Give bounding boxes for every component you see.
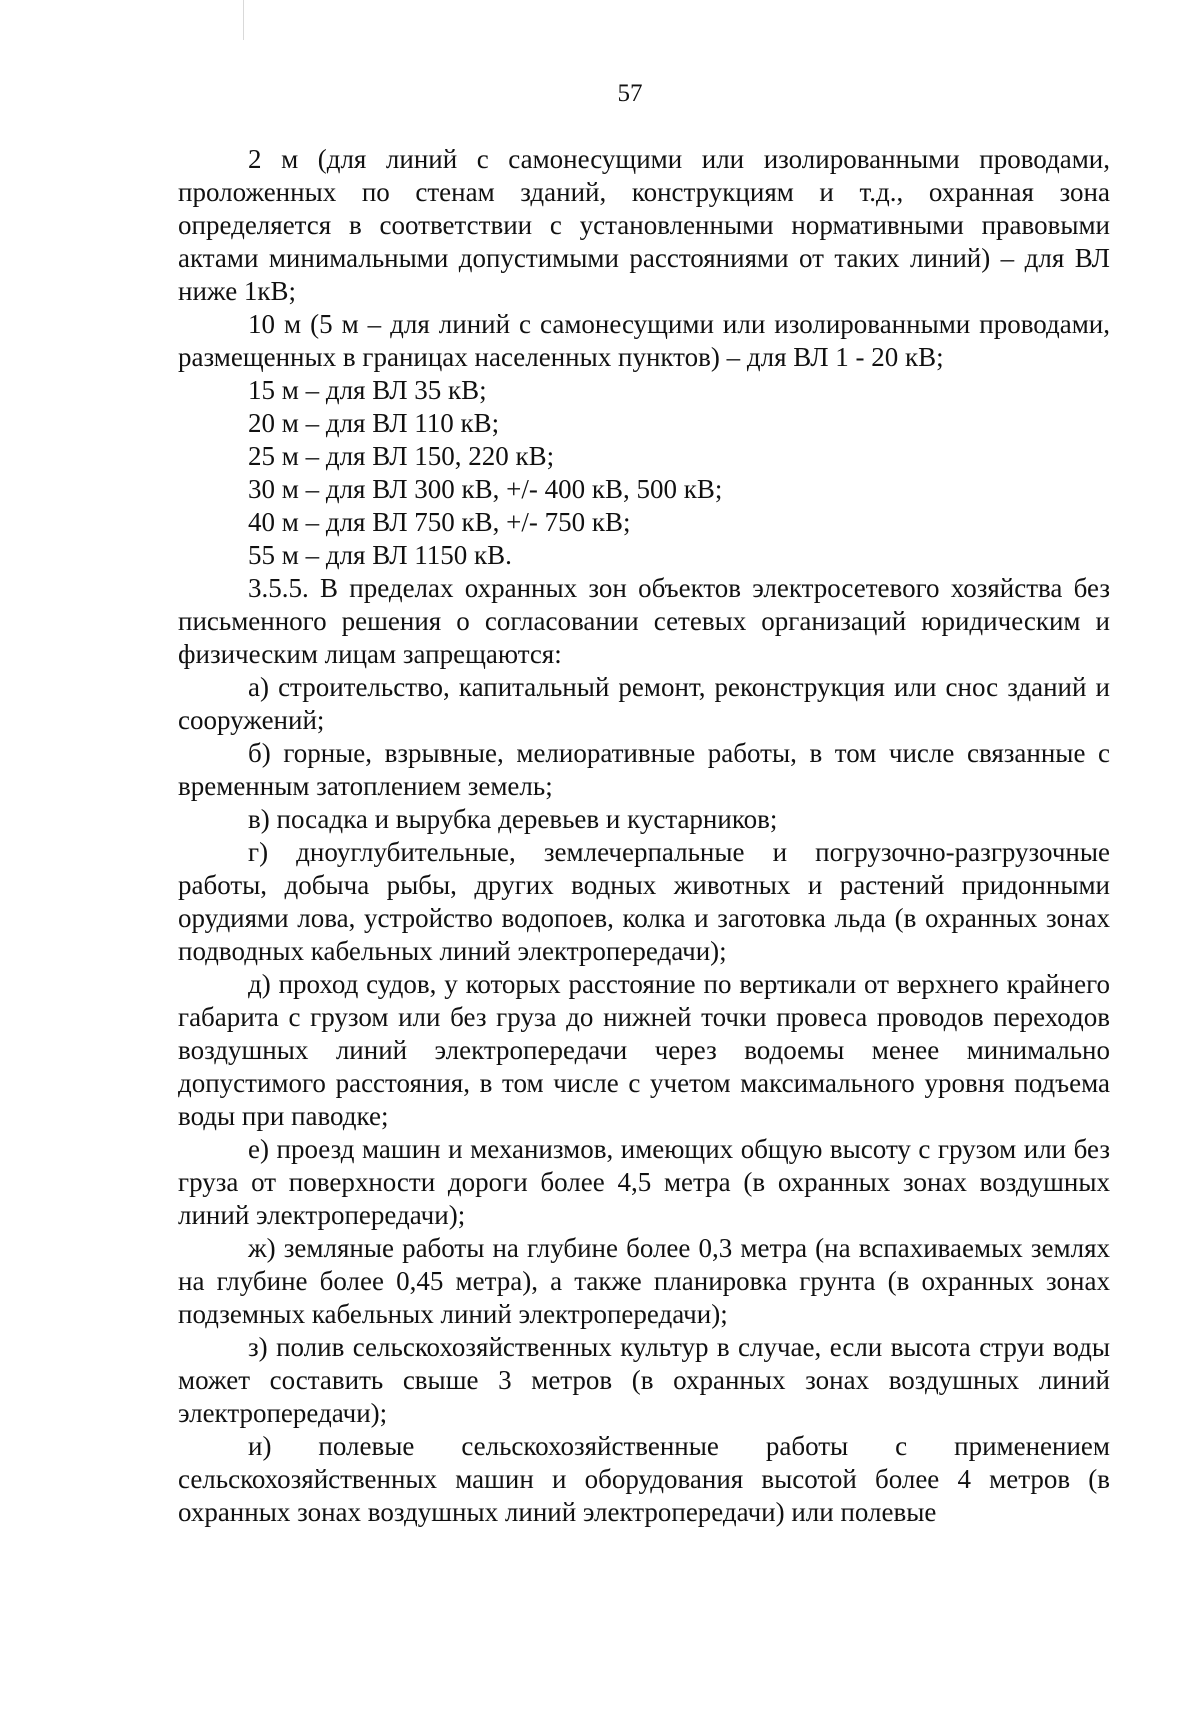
list-item-i: и) полевые сельскохозяйственные работы с применением сельскохозяйственных машин и оборудования высотой более 4 метров (в охранных зонах воздушных линий электропередачи) или полевые bbox=[178, 1431, 1110, 1527]
list-item-zh: ж) земляные работы на глубине более 0,3 метра (на вспахиваемых землях на глубине более 0,45 метра), а также планировка грунта (в охранных зонах подземных кабельных линий электропередачи); bbox=[178, 1233, 1110, 1329]
paragraph-10m-1-20kv: 10 м (5 м – для линий с самонесущими или изолированными проводами, размещенных в границах населенных пунктов) – для ВЛ 1 - 20 кВ; bbox=[178, 309, 1110, 372]
list-item-d: д) проход судов, у которых расстояние по вертикали от верхнего крайнего габарита с грузом или без груза до нижней точки провеса проводов переходов воздушных линий электропередачи через водоемы менее минимально допустимого расстояния, в том числе с учетом максимального уровня подъема воды при паводке; bbox=[178, 969, 1110, 1131]
page-number: 57 bbox=[617, 80, 643, 107]
list-item-z: з) полив сельскохозяйственных культур в случае, если высота струи воды может составить свыше 3 метров (в охранных зонах воздушных линий электропередачи); bbox=[178, 1332, 1110, 1428]
list-item-v: в) посадка и вырубка деревьев и кустарников; bbox=[248, 804, 778, 834]
list-item-e: е) проезд машин и механизмов, имеющих общую высоту с грузом или без груза от поверхности дороги более 4,5 метра (в охранных зонах воздушных линий электропередачи); bbox=[178, 1134, 1110, 1230]
list-item-a: а) строительство, капитальный ремонт, реконструкция или снос зданий и сооружений; bbox=[178, 672, 1110, 735]
list-item-b: б) горные, взрывные, мелиоративные работы, в том числе связанные с временным затоплением земель; bbox=[178, 738, 1110, 801]
paragraph-3-5-5: 3.5.5. В пределах охранных зон объектов электросетевого хозяйства без письменного решения о согласовании сетевых организаций юридическим и физическим лицам запрещаются: bbox=[178, 573, 1110, 669]
document-body bbox=[178, 143, 1110, 1529]
list-item-25m: 25 м – для ВЛ 150, 220 кВ; bbox=[248, 441, 555, 471]
list-item-g: г) дноуглубительные, землечерпальные и погрузочно-разгрузочные работы, добыча рыбы, других водных животных и растений придонными орудиями лова, устройство водопоев, колка и заготовка льда (в охранных зонах подводных кабельных линий электропередачи); bbox=[178, 837, 1110, 966]
list-item-15m: 15 м – для ВЛ 35 кВ; bbox=[248, 375, 487, 405]
list-item-30m: 30 м – для ВЛ 300 кВ, +/- 400 кВ, 500 кВ; bbox=[248, 474, 723, 504]
list-item-40m: 40 м – для ВЛ 750 кВ, +/- 750 кВ; bbox=[248, 507, 631, 537]
list-item-20m: 20 м – для ВЛ 110 кВ; bbox=[248, 408, 500, 438]
paragraph-2m-low-voltage: 2 м (для линий с самонесущими или изолированными проводами, проложенных по стенам зданий, конструкциям и т.д., охранная зона определяется в соответствии с установленными нормативными правовыми актами минимальными допустимыми расстояниями от таких линий) – для ВЛ ниже 1кВ; bbox=[178, 144, 1110, 306]
list-item-55m: 55 м – для ВЛ 1150 кВ. bbox=[248, 540, 512, 570]
scan-artifact-line bbox=[243, 0, 244, 40]
